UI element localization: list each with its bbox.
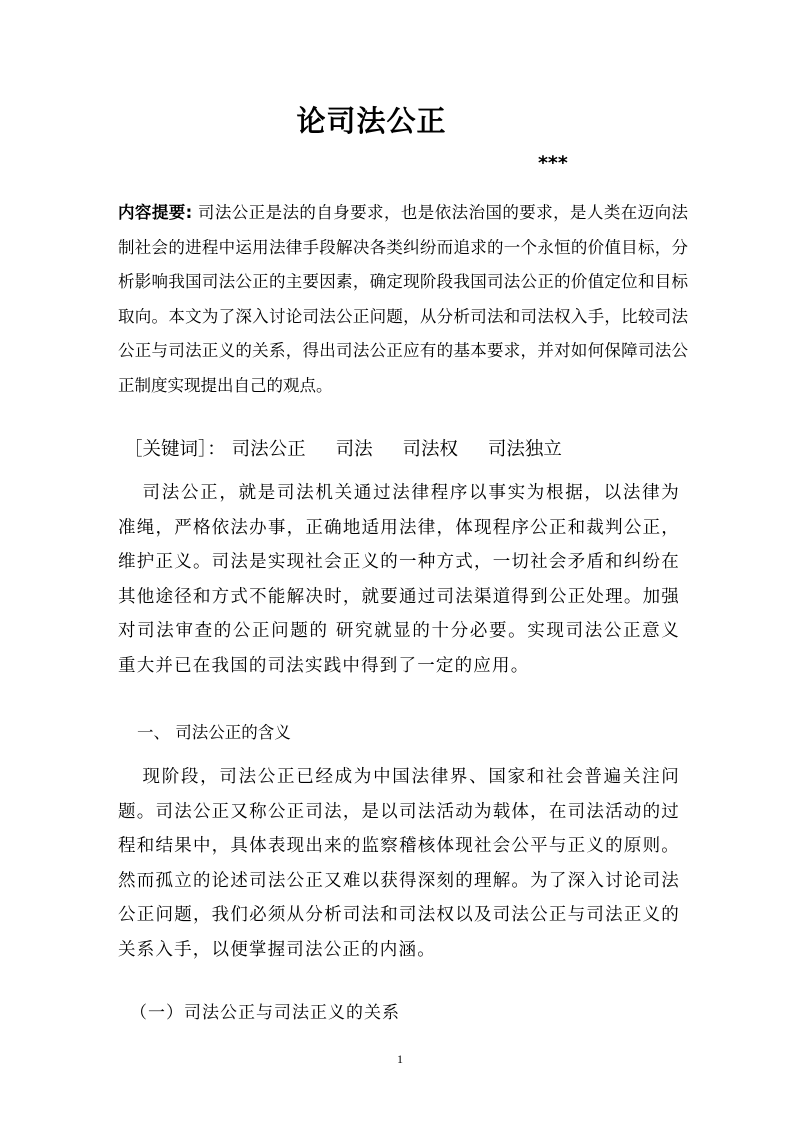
keyword: 司法独立	[487, 439, 562, 460]
paragraph-text: 司法公正，就是司法机关通过法律程序以事实为根据，以法律为准绳，严格依法办事，正确地适用法律，体现程序公正和裁判公正，维护正义。司法是实现社会正义的一种方式，一切社会矛盾和纠纷在其他途径和方式不能解决时，就要通过司法渠道得到公正处理。加强对司法审查的公正问题的 研究就显的十分必要。实现司法公正意义重大并已在我国的司法实践中得到了一定的应用。	[118, 483, 680, 676]
keywords	[124, 435, 684, 465]
author: ***	[538, 152, 568, 174]
keywords-label: ［关键词］：	[124, 439, 226, 460]
section-heading: 一、 司法公正的含义	[137, 723, 291, 742]
subsection-heading: （一）司法公正与司法正义的关系	[130, 1003, 400, 1023]
abstract-text: 司法公正是法的自身要求，也是依法治国的要求，是人类在迈向法制社会的进程中运用法律手段解决各类纠纷而追求的一个永恒的价值目标，分析影响我国司法公正的主要因素，确定现阶段我国司法公正的价值定位和目标取向。本文为了深入讨论司法公正问题，从分析司法和司法权入手，比较司法公正与司法正义的关系，得出司法公正应有的基本要求，并对如何保障司法公正制度实现提出自己的观点。	[118, 203, 688, 395]
page-number: 1	[397, 1052, 403, 1066]
abstract-label: 内容提要:	[118, 203, 193, 222]
keyword: 司法权	[402, 439, 458, 460]
abstract	[118, 196, 688, 403]
paragraph	[118, 476, 680, 683]
keyword: 司法	[335, 439, 373, 460]
paragraph-text: 现阶段，司法公正已经成为中国法律界、国家和社会普遍关注问题。司法公正又称公正司法，是以司法活动为载体，在司法活动的过程和结果中，具体表现出来的监察稽核体现社会公平与正义的原则。然而孤立的论述司法公正又难以获得深刻的理解。为了深入讨论司法公正问题，我们必须从分析司法和司法权以及司法公正与司法正义的关系入手，以便掌握司法公正的内涵。	[118, 767, 680, 960]
paragraph	[118, 760, 680, 967]
keyword: 司法公正	[231, 439, 306, 460]
document-title: 论司法公正	[296, 104, 447, 138]
